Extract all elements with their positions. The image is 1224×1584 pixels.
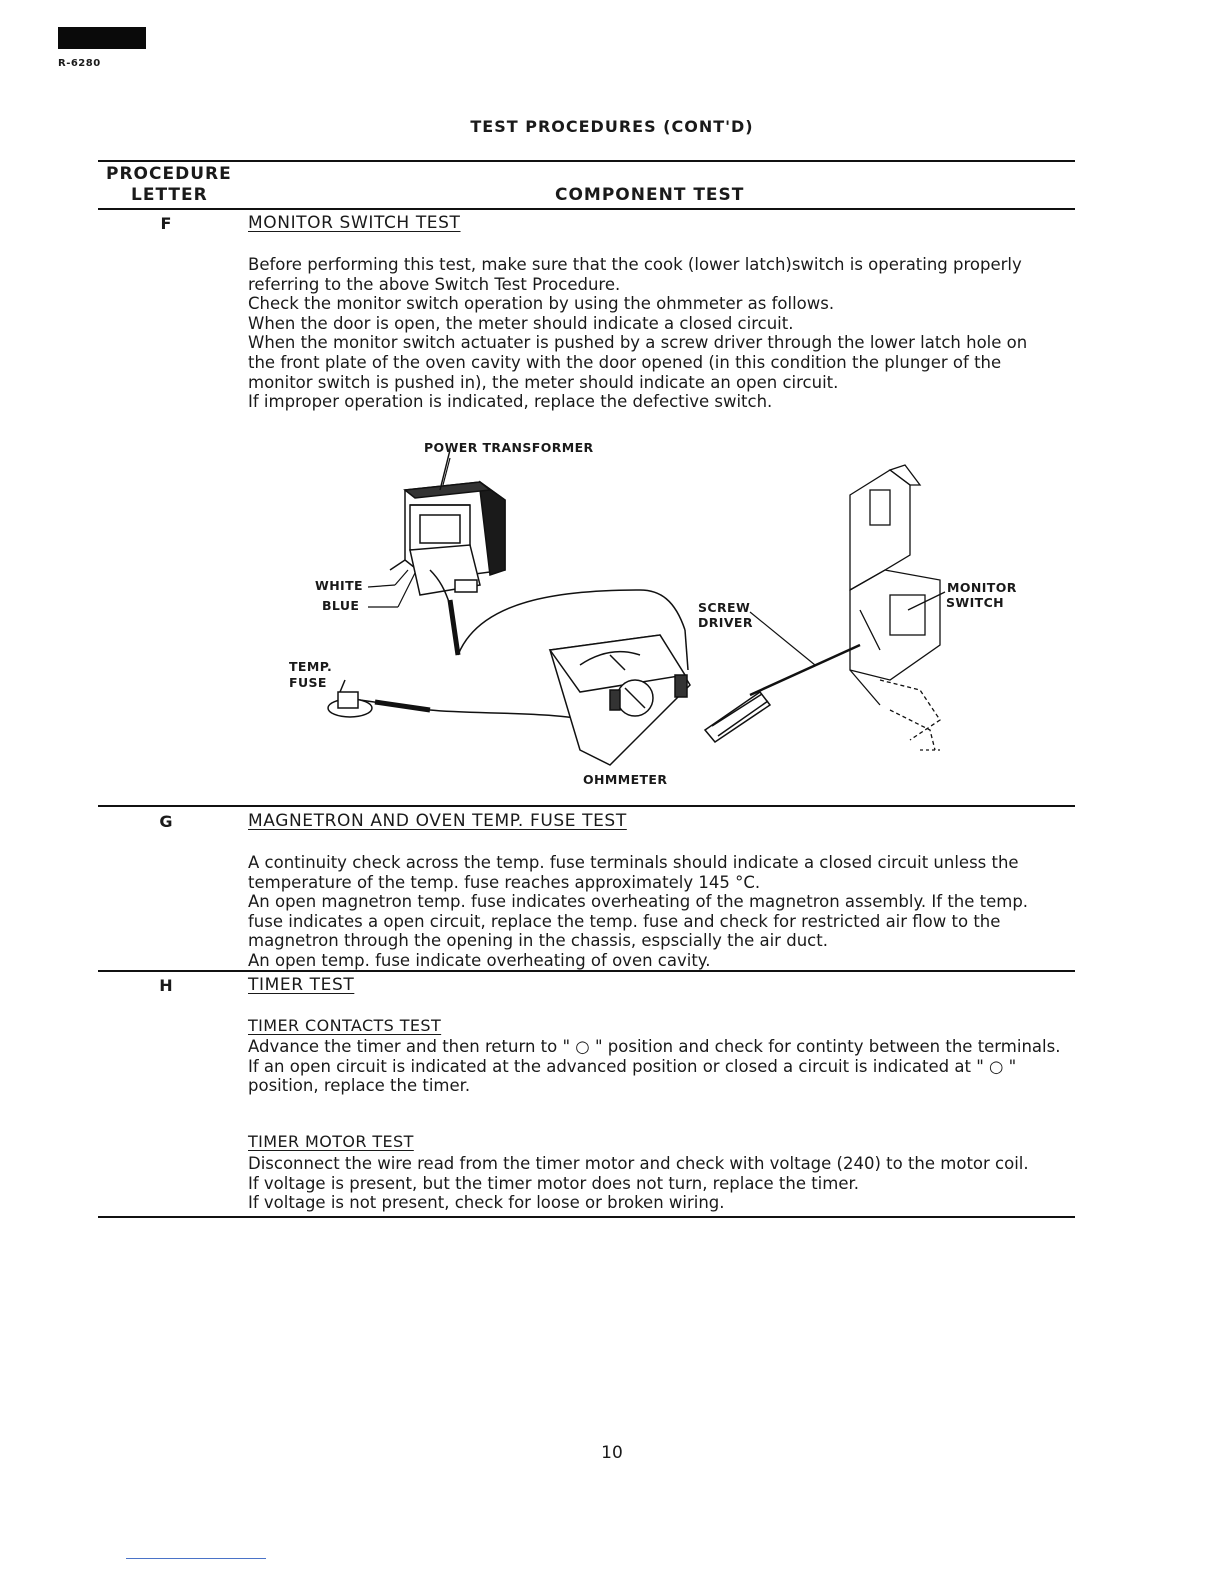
procedure-letter-heading-2: LETTER — [131, 185, 208, 205]
text-line: If voltage is not present, check for loose or broken wiring. — [248, 1193, 725, 1213]
monitor-switch-housing-drawing — [850, 465, 945, 750]
label-temp: TEMP. — [289, 659, 333, 674]
text-line: temperature of the temp. fuse reaches approximately 145 °C. — [248, 872, 761, 892]
text-line: Before performing this test, make sure that the cook (lower latch)switch is operating properly — [248, 255, 1022, 274]
text-line: referring to the above Switch Test Procedure. — [248, 274, 621, 294]
ohmmeter-drawing — [550, 635, 690, 765]
component-test-heading: COMPONENT TEST — [555, 185, 745, 205]
label-blue: BLUE — [322, 598, 360, 613]
section-g-rule — [98, 805, 1075, 807]
text-line: position, replace the timer. — [248, 1076, 471, 1096]
text-line: If improper operation is indicated, replace the defective switch. — [248, 392, 773, 412]
procedure-letter-heading-1: PROCEDURE — [106, 164, 232, 184]
timer-motor-test-title: TIMER MOTOR TEST — [248, 1132, 414, 1151]
procedure-letter-h: H — [159, 976, 173, 995]
label-white: WHITE — [315, 578, 363, 593]
text-line: An open temp. fuse indicate overheating of oven cavity. — [248, 950, 711, 970]
text-line: If an open circuit is indicated at the advanced position or closed a circuit is indicated at " ○ " — [248, 1056, 1017, 1076]
procedure-letter-g: G — [159, 812, 173, 831]
text-line: fuse indicates a open circuit, replace the temp. fuse and check for restricted air flow to the — [248, 911, 1001, 931]
label-switch: SWITCH — [946, 595, 1005, 610]
magnetron-fuse-test-text — [248, 853, 1066, 971]
footer-blue-line — [126, 1558, 266, 1559]
page-number: 10 — [601, 1443, 623, 1463]
header-black-bar — [58, 27, 146, 49]
label-monitor: MONITOR — [947, 580, 1017, 595]
wire-leaders — [368, 570, 415, 607]
text-line: If voltage is present, but the timer motor does not turn, replace the timer. — [248, 1173, 860, 1193]
page-title: TEST PROCEDURES (CONT'D) — [470, 117, 754, 136]
timer-contacts-test-text — [248, 1037, 1066, 1096]
label-ohmmeter: OHMMETER — [583, 772, 668, 787]
label-power-transformer: POWER TRANSFORMER — [424, 440, 594, 455]
label-driver: DRIVER — [698, 615, 753, 630]
table-bottom-rule — [98, 1216, 1075, 1218]
table-header-rule — [98, 208, 1075, 210]
text-line: Disconnect the wire read from the timer motor and check with voltage (240) to the motor coil. — [248, 1154, 1029, 1173]
label-screw: SCREW — [698, 600, 751, 615]
text-line: Check the monitor switch operation by using the ohmmeter as follows. — [248, 294, 835, 314]
text-line: monitor switch is pushed in), the meter should indicate an open circuit. — [248, 372, 839, 392]
text-line: Advance the timer and then return to " ○ " position and check for continty between the terminals. — [248, 1037, 1061, 1056]
magnetron-fuse-test-title: MAGNETRON AND OVEN TEMP. FUSE TEST — [248, 811, 627, 831]
timer-motor-test-text — [248, 1154, 1066, 1213]
monitor-switch-test-diagram — [280, 430, 980, 800]
text-line: When the monitor switch actuater is pushed by a screw driver through the lower latch hole on — [248, 333, 1028, 353]
text-line: A continuity check across the temp. fuse terminals should indicate a closed circuit unless the — [248, 853, 1019, 872]
screw-driver-drawing — [705, 612, 860, 742]
power-transformer-drawing — [390, 450, 505, 595]
table-top-rule — [98, 160, 1075, 162]
section-h-rule — [98, 970, 1075, 972]
label-fuse: FUSE — [289, 675, 327, 690]
timer-test-title: TIMER TEST — [248, 975, 355, 995]
text-line: the front plate of the oven cavity with the door opened (in this condition the plunger of the — [248, 352, 1002, 372]
text-line: An open magnetron temp. fuse indicates overheating of the magnetron assembly. If the temp. — [248, 892, 1029, 912]
text-line: When the door is open, the meter should indicate a closed circuit. — [248, 313, 794, 333]
model-number: R-6280 — [58, 58, 101, 69]
temp-fuse-drawing — [328, 680, 372, 717]
text-line: magnetron through the opening in the chassis, espscially the air duct. — [248, 931, 828, 951]
timer-contacts-test-title: TIMER CONTACTS TEST — [248, 1016, 442, 1035]
procedure-letter-f: F — [160, 214, 172, 233]
monitor-switch-test-text — [248, 255, 1066, 412]
monitor-switch-test-title: MONITOR SWITCH TEST — [248, 213, 461, 233]
